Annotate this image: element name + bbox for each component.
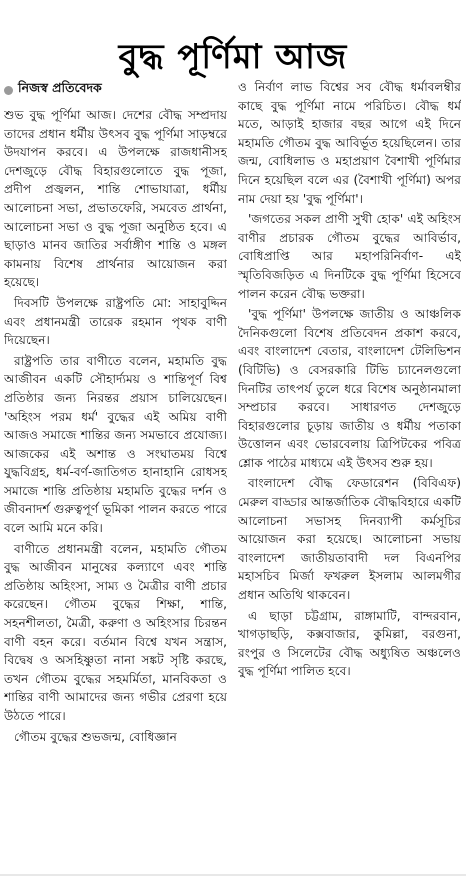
article-column-right: [238, 78, 461, 874]
paragraph: বাণীতে প্রধানমন্ত্রী বলেন, মহামতি গৌতম বুদ্ধ আজীবন মানুষের কল্যাণে এবং শান্তি প্রতিষ্ঠায় অহিংসা, সাম্য ও মৈত্রীর বাণী প্রচার করেছেন। গৌতম বুদ্ধের শিক্ষা, শান্তি, সহনশীলতা, মৈত্রী, করুণা ও অহিংসার চিরন্তন বাণী বহন করে। বর্তমান বিশ্বে যখন সন্ত্রাস, বিদ্বেষ ও অসহিষ্ণুতা নানা সঙ্কট সৃষ্টি করছে, তখন গৌতম বুদ্ধের সহমর্মিতা, মানবিকতা ও শান্তির বাণী আমাদের জন্য গভীর প্রেরণা হয়ে উঠতে পারে।: [4, 541, 227, 723]
paragraph: এ ছাড়া চট্টগ্রাম, রাঙ্গামাটি, বান্দরবান, খাগড়াছড়ি, কক্সবাজার, কুমিল্লা, বরগুনা, রংপুর ও সিলেটের বৌদ্ধ অধ্যুষিত অঞ্চলেও বুদ্ধ পূর্ণিমা পালিত হবে।: [238, 608, 461, 679]
column-divider: [231, 78, 232, 874]
paragraph: ও নির্বাণ লাভ বিশ্বের সব বৌদ্ধ ধর্মাবলম্বীর কাছে বুদ্ধ পূর্ণিমা নামে পরিচিত। বৌদ্ধ ধর্ম মতে, আড়াই হাজার বছর আগে এই দিনে মহামতি গৌতম বুদ্ধ আবির্ভূত হয়েছিলেন। তার জন্ম, বোধিলাভ ও মহাপ্রয়াণ বৈশাখী পূর্ণিমার দিনে হয়েছিল বলে এর (বৈশাখী পূর্ণিমা) অপর নাম দেয়া হয় 'বুদ্ধ পূর্ণিমা'।: [238, 80, 461, 206]
paragraph: দিবসটি উপলক্ষে রাষ্ট্রপতি মো: সাহাবুদ্দিন এবং প্রধানমন্ত্রী তারেক রহমান পৃথক বাণী দিয়েছেন।: [4, 295, 227, 348]
paragraph: 'জগতের সকল প্রাণী সুখী হোক' এই অহিংস বাণীর প্রচারক গৌতম বুদ্ধের আবির্ভাব, বোধিপ্রাপ্তি আর মহাপরিনির্বাণ- এই স্মৃতিবিজড়িত এ দিনটিকে বুদ্ধ পূর্ণিমা হিসেবে পালন করেন বৌদ্ধ ভক্তরা।: [238, 212, 461, 301]
article-column-left: [4, 78, 227, 874]
bottom-rule: [0, 874, 466, 876]
byline-text: নিজস্ব প্রতিবেদক: [18, 80, 102, 95]
paragraph: শুভ বুদ্ধ পূর্ণিমা আজ। দেশের বৌদ্ধ সম্প্রদায় তাদের প্রধান ধর্মীয় উৎসব বুদ্ধ পূর্ণিমা সাড়ম্বরে উদযাপন করবে। এ উপলক্ষে রাজধানীসহ দেশজুড়ে বৌদ্ধ বিহারগুলোতে বুদ্ধ পূজা, প্রদীপ প্রজ্বলন, শান্তি শোভাযাত্রা, ধর্মীয় আলোচনা সভা, প্রভাতফেরি, সমবেত প্রার্থনা, আলোচনা সভা ও বুদ্ধ পূজা অনুষ্ঠিত হবে। এ ছাড়াও মানব জাতির সর্বাঙ্গীণ শান্তি ও মঙ্গল কামনায় বিশেষ প্রার্থনার আয়োজন করা হয়েছে।: [4, 108, 227, 290]
paragraph: বাংলাদেশ বৌদ্ধ ফেডারেশন (বিবিএফ) মেরুল বাড্ডার আন্তর্জাতিক বৌদ্ধবিহারে একটি আলোচনা সভাসহ দিনব্যাপী কর্মসূচির আয়োজন করা হয়েছে। আলোচনা সভায় বাংলাদেশ জাতীয়তাবাদী দল বিএনপির মহাসচিব মির্জা ফখরুল ইসলাম আলমগীর প্রধান অতিথি থাকবেন।: [238, 476, 461, 603]
byline: [4, 80, 227, 100]
paragraph: রাষ্ট্রপতি তার বাণীতে বলেন, মহামতি বুদ্ধ আজীবন একটি সৌহার্দ্যময় ও শান্তিপূর্ণ বিশ্ব প্রতিষ্ঠার জন্য নিরন্তর প্রয়াস চালিয়েছেন। 'অহিংস পরম ধর্ম' বুদ্ধের এই অমিয় বাণী আজও সমাজে শান্তির জন্য সমভাবে প্রযোজ্য। আজকের এই অশান্ত ও সংঘাতময় বিশ্বে যুদ্ধবিগ্রহ, ধর্ম-বর্ণ-জাতিগত হানাহানি রোধসহ সমাজে শান্তি প্রতিষ্ঠায় মহামতি বুদ্ধের দর্শন ও জীবনাদর্শ গুরুত্বপূর্ণ ভূমিকা পালন করতে পারে বলে আমি মনে করি।: [4, 353, 227, 536]
headline: বুদ্ধ পূর্ণিমা আজ: [118, 37, 348, 78]
paragraph: 'বুদ্ধ পূর্ণিমা' উপলক্ষে জাতীয় ও আঞ্চলিক দৈনিকগুলো বিশেষ প্রতিবেদন প্রকাশ করবে, এবং বাংলাদেশ বেতার, বাংলাদেশ টেলিভিশন (বিটিভি) ও বেসরকারি টিভি চ্যানেলগুলো দিনটির তাৎপর্য তুলে ধরে বিশেষ অনুষ্ঠানমালা সম্প্রচার করবে। সাধারণত দেশজুড়ে বিহারগুলোর চূড়ায় জাতীয় ও ধর্মীয় পতাকা উত্তোলন এবং ভোরবেলায় ত্রিপিটকের পবিত্র শ্লোক পাঠের মাধ্যমে এই উৎসব শুরু হয়।: [238, 307, 461, 470]
paragraph: গৌতম বুদ্ধের শুভজন্ম, বোধিজ্ঞান: [14, 729, 177, 744]
bullet-dot-icon: [4, 86, 13, 95]
